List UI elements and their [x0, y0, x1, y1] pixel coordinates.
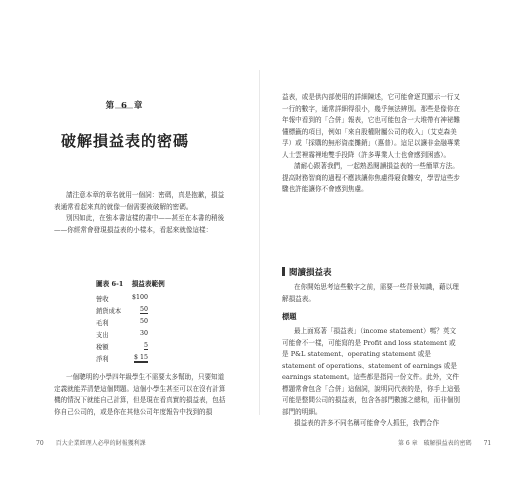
left-intro-text — [54, 190, 229, 236]
paragraph: 請注意本章的章名就用一個詞：密碼，真是抱歉，損益表通常看起來真的就像一個需要被破解的密碼。 — [54, 191, 225, 211]
running-title: 第 6 章 破解損益表的密碼 — [398, 440, 472, 447]
row-label: 毛利 — [96, 320, 109, 327]
row-label: 營收 — [96, 296, 109, 303]
right-page — [260, 0, 520, 500]
row-value: $ 15 — [133, 354, 148, 361]
row-value: 50 — [139, 318, 148, 325]
page-number: 71 — [483, 440, 492, 447]
left-folio — [36, 438, 146, 447]
row-value: 50 — [139, 306, 148, 313]
left-body-text — [54, 372, 229, 418]
chapter-label: 第 6 章 — [105, 101, 145, 111]
row-value: 30 — [139, 330, 148, 337]
paragraph: 在你開始思考這些數字之前，需要一些背景知識，藉以理解損益表。 — [282, 283, 459, 303]
row-value: 5 — [143, 342, 148, 349]
table-caption-number: 圖表 6-1 — [96, 280, 124, 288]
section-bar-icon — [282, 267, 285, 276]
row-label: 稅額 — [96, 344, 109, 351]
section-title: 閱讀損益表 — [289, 268, 332, 278]
section-heading — [282, 266, 332, 278]
row-value: $100 — [131, 294, 148, 301]
section-text — [282, 282, 462, 305]
row-label: 淨利 — [96, 356, 109, 363]
table-caption-title: 損益表範例 — [131, 280, 165, 288]
paragraph: 最上面寫著「損益表」（income statement）嗎？英文可能會不一樣，可能寫的是 Profit and loss statement 或是 P&L statement、operating statement 或是 statement of operations、statement of earnings 或是 earnings statement。這些都是指同一份文件。此外，文件標題常會包含「合併」這個詞，說明同代表的是，你手上這張可能是整間公司的損益表，包含各部門數據之總和，而非個別部門的明細。 — [282, 327, 461, 416]
running-title: 百大企業經理人必學的財報獲利課 — [55, 440, 146, 447]
paragraph: 請耐心跟著我們，一起熟悉閱讀損益表的一些簡單方法。提高財務智商的過程不應該讓你焦慮得寢食難安，學習這些步驟也許能讓你不會感到焦慮。 — [282, 162, 461, 193]
row-label: 支出 — [96, 332, 109, 339]
subheading: 標題 — [282, 312, 297, 321]
row-label: 銷貨成本 — [96, 308, 122, 315]
page-number: 70 — [36, 440, 44, 447]
subhead-text — [282, 326, 462, 430]
paragraph: 一個聰明的小學四年級學生不需要太多幫助，只要知道定義就能弄清楚這個問題。這個小學生甚至可以在沒有計算機的情況下就能自己計算，但是現在看真實的損益表，包括你自己公司的，或是你在其他公司年度報告中找到的損 — [54, 373, 226, 416]
paragraph: 損益表的許多不同名稱可能會令人抓狂，我們合作 — [294, 419, 440, 427]
chapter-title: 破解損益表的密碼 — [60, 132, 189, 150]
right-top-text — [282, 92, 462, 196]
right-folio — [398, 438, 491, 447]
paragraph: 益表，或是供內部使用的詳細陳述，它可能會逐頁顯示一行又一行的數字，通常詳細得很小，幾乎無法辨別。那些是像你在年報中看到的「合併」報表，它也可能包含一大堆帶有神祕難懂標籤的項目，例如「來自股權附屬公司的收入」（艾克森美孚）或「採購的無形資產攤銷」（惠普）。這足以讓非金融專業人士雲裡霧裡地雙手投降（許多專業人士也會感到困惑）。 — [282, 93, 461, 159]
table-caption — [96, 278, 171, 288]
paragraph: 別因如此，在強本書這樣的書中——甚至在本書的稍後——你經常會發現損益表的小樣本，看起來就像這樣： — [54, 214, 225, 234]
